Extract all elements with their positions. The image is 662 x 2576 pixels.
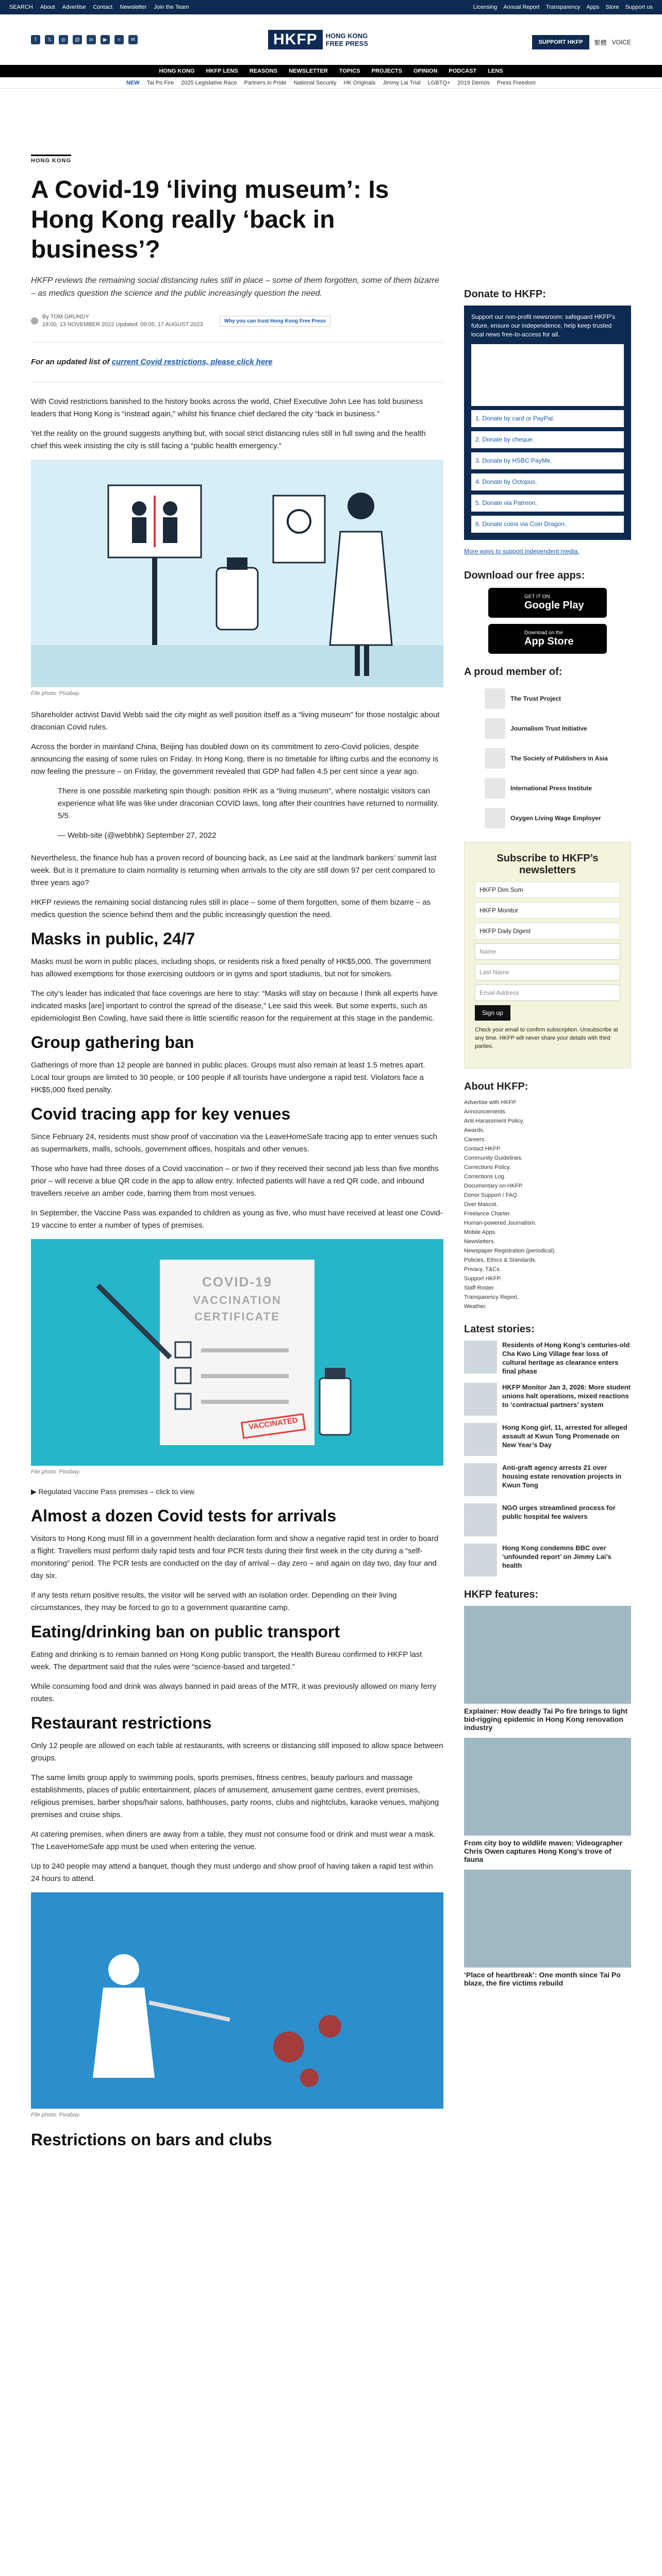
paragraph: Eating and drinking is to remain banned on Hong Kong public transport, the Health Bureau confirmed to HKFP last week. The department said that the rules were “science-based and targeted.”	[31, 1650, 422, 1671]
disinfection-illustration	[31, 1892, 443, 2109]
about-item[interactable]: Anti-Harassment Policy.	[464, 1118, 524, 1124]
member-name: Oxygen Living Wage Employer	[510, 815, 601, 822]
sidebar-heading: A proud member of:	[464, 666, 562, 677]
section-heading: Masks in public, 24/7	[31, 929, 195, 948]
nav-item[interactable]: PODCAST	[449, 68, 477, 74]
nav-item[interactable]: OPINION	[413, 68, 438, 74]
paragraph: While consuming food and drink was always banned in paid areas of the MTR, it was previously allowed on many ferry routes.	[31, 1682, 437, 1703]
sub-nav	[0, 77, 662, 89]
paragraph: Those who have had three doses of a Covid vaccination – or two if they received their second jab less than five months prior – will receive a blue QR code in the app to allow entry. Infected patients will have a red QR code, and inbound travellers receive an amber code, barring them from most venues.	[31, 1164, 439, 1198]
subnav-item[interactable]: LGBTQ+	[427, 79, 451, 86]
donate-option[interactable]: 4. Donate by Octopus.	[471, 473, 624, 490]
nav-item[interactable]: PROJECTS	[371, 68, 402, 74]
donate-box	[464, 306, 631, 540]
site-header	[0, 14, 662, 65]
newsletter-option[interactable]: HKFP Dim Sum	[475, 882, 620, 898]
subnav-item[interactable]: Press Freedom	[496, 79, 536, 86]
feature-title[interactable]: From city boy to wildlife maven: Videographer Chris Owen captures Hong Kong’s trove of fauna	[464, 1839, 623, 1863]
language-link[interactable]: 繁體	[594, 39, 607, 46]
about-item[interactable]: Contact HKFP.	[464, 1146, 501, 1152]
subnav-item[interactable]: 2025 Legislative Race	[181, 79, 237, 86]
feature-image[interactable]	[464, 1606, 631, 1704]
nav-item[interactable]: NEWSLETTER	[289, 68, 328, 74]
update-link[interactable]: current Covid restrictions, please click here	[111, 358, 273, 366]
update-note: For an updated list of	[31, 358, 112, 366]
latest-story[interactable]	[464, 1341, 631, 1376]
member-badge-icon	[485, 688, 505, 709]
paragraph: Visitors to Hong Kong must fill in a government health declaration form and show a negative rapid test in order to board a flight. Travellers must perform daily rapid tests and four PCR tests during their first week in the city during a “self-monitoring” period. The PCR tests are conducted on the day of arrival – day zero – and again on day two, day four and day six.	[31, 1534, 439, 1580]
vaccinated-stamp: VACCINATED	[248, 1416, 299, 1432]
subnav-item[interactable]: Jimmy Lai Trial	[383, 79, 421, 86]
feature-title[interactable]: Explainer: How deadly Tai Po fire brings to light bid-rigging epidemic in Hong Kong renovation industry	[464, 1707, 628, 1732]
more-ways-link[interactable]: More ways to support independent media.	[464, 548, 580, 555]
mail-icon[interactable]: ✉	[128, 35, 138, 44]
top-bar	[0, 0, 662, 14]
last-name-input[interactable]: Last Name	[475, 964, 620, 980]
paragraph: If any tests return positive results, the visitor will be served with an isolation order. Depending on their living circumstances, they may be forced to go to a government quarantine camp.	[31, 1591, 397, 1612]
about-item[interactable]: Announcements.	[464, 1109, 507, 1115]
about-item[interactable]: Corrections Log.	[464, 1174, 506, 1180]
nav-item[interactable]: HONG KONG	[159, 68, 195, 74]
newsletter-option[interactable]: HKFP Monitor	[475, 902, 620, 919]
section-heading: Almost a dozen Covid tests for arrivals	[31, 1506, 337, 1525]
sidebar-heading: HKFP features:	[464, 1589, 539, 1600]
donate-option[interactable]: 3. Donate by HSBC PayMe.	[471, 452, 624, 469]
donate-banner	[471, 344, 624, 406]
donate-text: Support our non-profit newsroom: safeguard HKFP’s future, ensure our independence, help keep trusted local news free-to-access for all.	[471, 313, 616, 338]
paragraph: Up to 240 people may attend a banquet, though they must undergo and show proof of having taken a rapid test within 24 hours to attend.	[31, 1862, 433, 1883]
story-thumbnail	[464, 1544, 497, 1577]
topbar-link[interactable]: Newsletter	[120, 4, 147, 10]
social-links	[31, 35, 138, 44]
about-item[interactable]: Careers.	[464, 1137, 486, 1143]
sidebar-heading: Donate to HKFP:	[464, 289, 546, 300]
story-title: Hong Kong girl, 11, arrested for alleged assault at Kwun Tong Promenade on New Year’s Day	[502, 1423, 627, 1449]
article-summary: HKFP reviews the remaining social distancing rules still in place – some of them forgotten, some of them bizarre – as medics question the science and the public increasingly question the need.	[31, 276, 439, 298]
youtube-icon[interactable]: ▶	[101, 35, 110, 44]
about-item[interactable]: Newsletters.	[464, 1239, 495, 1245]
subnav-item[interactable]: National Security	[293, 79, 337, 86]
subnav-item[interactable]: Tai Po Fire	[146, 79, 174, 86]
subnav-item[interactable]: HK Originals	[343, 79, 376, 86]
category-label[interactable]: HONG KONG	[31, 155, 71, 164]
feature-image[interactable]	[464, 1870, 631, 1968]
sidebar	[464, 289, 631, 1993]
nav-item[interactable]: HKFP LENS	[206, 68, 238, 74]
article-title: A Covid-19 ‘living museum’: Is Hong Kong really ‘back in business’?	[31, 176, 389, 263]
story-title: NGO urges streamlined process for public hospital fee waivers	[502, 1504, 616, 1520]
latest-story[interactable]	[464, 1463, 631, 1496]
paragraph: HKFP reviews the remaining social distancing rules still in place – some of them forgotten, some of them bizarre – as medics question the science behind them and the public increasingly question the need.	[31, 898, 431, 919]
avatar	[31, 317, 38, 325]
story-title: HKFP Monitor Jan 3, 2026: More student unions halt operations, mixed reactions to ‘contractual partners’ system	[502, 1383, 631, 1409]
rss-icon[interactable]: ≈	[114, 35, 124, 44]
paragraph: The same limits group apply to swimming pools, sports premises, fitness centres, beauty parlours and massage establishments, places of public entertainment, places of amusement, amusement game centres, event premises, religious premises, barber shops/hair salons, bathhouses, party rooms, clubs and nightclubs, karaoke venues, mahjong premises and cruise ships.	[31, 1773, 439, 1819]
subnav-item[interactable]: Partners in Pride	[244, 79, 287, 86]
about-item[interactable]: Policies, Ethics & Standards.	[464, 1257, 537, 1263]
about-item[interactable]: Advertise with HKFP.	[464, 1099, 517, 1106]
paragraph: Only 12 people are allowed on each table at restaurants, with screens or distancing still imposed to allow space between groups.	[31, 1741, 443, 1762]
vaccine-pass-details-toggle[interactable]: ▶ Regulated Vaccine Pass premises – click to view	[31, 1487, 195, 1496]
nav-item[interactable]: TOPICS	[339, 68, 360, 74]
publish-date: 18:00, 13 NOVEMBER 2022 Updated: 09:05, 17 AUGUST 2023	[42, 321, 203, 328]
social-distancing-illustration	[31, 460, 443, 687]
logo-text: FREE PRESS	[325, 40, 369, 47]
certificate-subtitle: CERTIFICATE	[194, 1310, 280, 1323]
store-caption: GET IT ON	[524, 594, 550, 600]
member-logo[interactable]	[464, 743, 631, 773]
image-caption: File photo: Pixabay.	[31, 2112, 80, 2118]
paragraph: Yet the reality on the ground suggests anything but, with social strict distancing rules still in full swing and the health chief this week insisting the city is still facing a “public health emergency.”	[31, 429, 426, 450]
support-button[interactable]: SUPPORT HKFP	[532, 35, 589, 49]
about-item[interactable]: Support HKFP.	[464, 1276, 502, 1282]
embedded-tweet	[58, 785, 443, 842]
topbar-link[interactable]: Store	[605, 4, 619, 10]
member-badge-icon	[485, 748, 505, 769]
about-item[interactable]: Privacy, T&Cs.	[464, 1266, 501, 1273]
about-item[interactable]: Mobile Apps.	[464, 1229, 496, 1235]
nav-item[interactable]: REASONS	[249, 68, 278, 74]
about-item[interactable]: Human-powered Journalism.	[464, 1220, 537, 1226]
new-badge: NEW	[126, 79, 140, 86]
paragraph: With Covid restrictions banished to the history books across the world, Chief Executive John Lee has told business leaders that Hong Kong is “instead again,” whilst his finance chief declared the city “back in business.”	[31, 397, 423, 418]
subnav-item[interactable]: 2019 Demos	[457, 79, 490, 86]
about-item[interactable]: Documentary on HKFP.	[464, 1183, 523, 1189]
topbar-link[interactable]: Advertise	[62, 4, 86, 10]
member-name: The Trust Project	[510, 695, 561, 702]
author[interactable]: By TOM GRUNDY	[42, 314, 89, 320]
topbar-link[interactable]: Annual Report	[503, 4, 540, 10]
newsletter-box	[464, 842, 631, 1069]
story-title: Hong Kong condemns BBC over ‘unfounded report’ on Jimmy Lai’s health	[502, 1544, 611, 1569]
topbar-link[interactable]: About	[40, 4, 55, 10]
sidebar-heading: Latest stories:	[464, 1324, 535, 1335]
about-item[interactable]: Community Guidelines.	[464, 1155, 523, 1161]
email-input[interactable]: Email Address	[475, 985, 620, 1001]
feature-title[interactable]: ‘Place of heartbreak’: One month since Tai Po blaze, the fire victims rebuild	[464, 1971, 621, 1987]
about-item[interactable]: Transparency Report.	[464, 1294, 519, 1300]
newsletter-title: Subscribe to HKFP’s newsletters	[496, 853, 599, 876]
about-item[interactable]: Freelance Charter.	[464, 1211, 511, 1217]
trust-badge[interactable]: Why you can trust Hong Kong Free Press	[220, 316, 330, 327]
story-thumbnail	[464, 1341, 497, 1374]
newsletter-option[interactable]: HKFP Daily Digest	[475, 923, 620, 939]
member-badge-icon	[485, 808, 505, 828]
signup-button[interactable]: Sign up	[475, 1005, 510, 1021]
google-play-button[interactable]	[488, 588, 607, 618]
story-thumbnail	[464, 1383, 497, 1416]
facebook-icon[interactable]: f	[31, 35, 40, 44]
member-name: International Press Institute	[510, 785, 592, 792]
section-heading: Eating/drinking ban on public transport	[31, 1622, 340, 1641]
article	[31, 155, 443, 2157]
first-name-input[interactable]: Name	[475, 943, 620, 960]
section-heading: Restaurant restrictions	[31, 1714, 212, 1732]
instagram-icon[interactable]: ◎	[59, 35, 68, 44]
latest-story[interactable]	[464, 1423, 631, 1456]
about-item[interactable]: Corrections Policy.	[464, 1164, 511, 1171]
paragraph: Masks must be worn in public places, including shops, or residents risk a fixed penalty of HK$5,000. The government has allowed exemptions for those exercising outdoors or in gyms and sport stadiums, but not for smokers.	[31, 957, 431, 978]
store-name: App Store	[524, 636, 574, 647]
topbar-link[interactable]: Contact	[93, 4, 113, 10]
section-heading: Covid tracing app for key venues	[31, 1105, 291, 1123]
member-name: The Society of Publishers in Asia	[510, 755, 608, 762]
store-caption: Download on the	[524, 630, 564, 636]
story-title: Anti-graft agency arrests 21 over housing estate renovation projects in Kwun Tong	[502, 1464, 622, 1489]
donate-option[interactable]: 5. Donate via Patreon.	[471, 495, 624, 512]
nav-item[interactable]: LENS	[488, 68, 503, 74]
story-thumbnail	[464, 1463, 497, 1496]
section-heading: Restrictions on bars and clubs	[31, 2130, 272, 2149]
about-item[interactable]: Staff Roster.	[464, 1285, 495, 1291]
latest-story[interactable]	[464, 1383, 631, 1416]
newsletter-note: Check your email to confirm subscription. Unsubscribe at any time. HKFP will never share your details with third parties.	[475, 1027, 618, 1049]
linkedin-icon[interactable]: in	[87, 35, 96, 44]
topbar-link[interactable]: Transparency	[545, 4, 581, 10]
topbar-link[interactable]: Apps	[586, 4, 600, 10]
app-store-button[interactable]	[488, 624, 607, 654]
about-item[interactable]: Over Mascot.	[464, 1201, 498, 1208]
divider	[31, 342, 443, 343]
vaccination-certificate-illustration	[31, 1239, 443, 1466]
image-caption: File photo: Pixabay.	[31, 690, 80, 697]
story-thumbnail	[464, 1503, 497, 1536]
x-icon[interactable]: 𝕏	[45, 35, 54, 44]
topbar-link[interactable]: Join the Team	[154, 4, 189, 10]
about-list	[464, 1098, 631, 1311]
paragraph: Since February 24, residents must show proof of vaccination via the LeaveHomeSafe tracing app to enter venues such as supermarkets, malls, schools, government offices, hospitals and other venues.	[31, 1132, 437, 1154]
logo-mark: HKFP	[268, 30, 323, 49]
paragraph: At catering premises, when diners are away from a table, they must not consume food or drink and must wear a mask. The LeaveHomeSafe app must be used when entering the venue.	[31, 1830, 436, 1851]
certificate-title: COVID-19	[202, 1274, 272, 1290]
member-name: Journalism Trust Initiative	[510, 725, 587, 732]
sidebar-heading: About HKFP:	[464, 1081, 528, 1092]
tweet-text: There is one possible marketing spin though: position #HK as a “living museum”, where nostalgic visitors can experience what life was like under draconian COVID laws, long after their countries have returned to normality. 5/5	[58, 787, 439, 820]
main-nav	[0, 65, 662, 77]
site-logo[interactable]	[268, 30, 368, 49]
member-logo[interactable]	[464, 803, 631, 833]
paragraph: Gatherings of more than 12 people are banned in public places. Groups must also remain at least 1.5 metres apart. Local tour groups are limited to 30 people, or 100 people if all tourists have undergone a rapid test. Violators face a HK$5,000 fixed penalty.	[31, 1061, 425, 1094]
certificate-subtitle: VACCINATION	[193, 1294, 282, 1307]
topbar-link[interactable]: Licensing	[473, 4, 498, 10]
member-badge-icon	[485, 718, 505, 739]
threads-icon[interactable]: @	[73, 35, 82, 44]
voice-link[interactable]: VOICE	[611, 39, 631, 46]
latest-story[interactable]	[464, 1503, 631, 1536]
donate-option[interactable]: 6. Donate coins via Coin Dragon.	[471, 516, 624, 533]
section-heading: Group gathering ban	[31, 1033, 194, 1052]
paragraph: Nevertheless, the finance hub has a proven record of bouncing back, as Lee said at the landmark bankers’ summit last week. But is it premature to claim normality is returning when arrivals to the city are still down 97 per cent compared to three years ago?	[31, 854, 437, 887]
topbar-link[interactable]: Support us	[625, 4, 653, 10]
story-title: Residents of Hong Kong’s centuries-old Cha Kwo Ling Village fear loss of cultural heritage as clearance enters final phase	[502, 1341, 630, 1375]
member-logo[interactable]	[464, 773, 631, 803]
feature-image[interactable]	[464, 1738, 631, 1836]
sidebar-heading: Download our free apps:	[464, 570, 585, 581]
story-thumbnail	[464, 1423, 497, 1456]
paragraph: In September, the Vaccine Pass was expanded to children as young as five, who must have received at least one Covid-19 vaccine to enter a number of types of premises.	[31, 1209, 443, 1230]
about-item[interactable]: Newspaper Registration (periodical).	[464, 1248, 556, 1254]
image-caption: File photo: Pixabay.	[31, 1469, 80, 1475]
about-item[interactable]: Donor Support / FAQ.	[464, 1192, 519, 1198]
member-badge-icon	[485, 778, 505, 799]
about-item[interactable]: Weather.	[464, 1303, 487, 1310]
byline	[31, 313, 443, 329]
paragraph: Shareholder activist David Webb said the city might as well position itself as a “living museum” for those nostalgic about draconian Covid rules.	[31, 710, 440, 732]
search-link[interactable]: SEARCH	[9, 4, 33, 10]
donate-option[interactable]: 1. Donate by card or PayPal.	[471, 410, 624, 427]
paragraph: Across the border in mainland China, Beijing has doubled down on its commitment to zero-Covid policies, despite announcing the easing of some rules on Friday. In Hong Kong, there is no timetable for lifting curbs and the economy is now feeling the pressure – on Friday, the government revealed that GDP had fallen 4.5 per cent since a year ago.	[31, 742, 439, 776]
logo-text: HONG KONG	[325, 32, 368, 40]
paragraph: The city’s leader has indicated that face coverings are here to stay: “Masks will stay on because I think all experts have indicated masks [are] important to control the spread of the disease,” Lee said this week. But some experts, such as epidemiologist Ben Cowling, have said there is little scientific reason for the requirement at this stage in the pandemic.	[31, 989, 438, 1023]
tweet-source[interactable]: — Webb-site (@webbhk) September 27, 2022	[58, 831, 217, 840]
member-logo[interactable]	[464, 713, 631, 743]
member-logo[interactable]	[464, 683, 631, 713]
donate-option[interactable]: 2. Donate by cheque.	[471, 431, 624, 448]
store-name: Google Play	[524, 600, 584, 611]
about-item[interactable]: Awards.	[464, 1127, 485, 1133]
latest-story[interactable]	[464, 1544, 631, 1577]
